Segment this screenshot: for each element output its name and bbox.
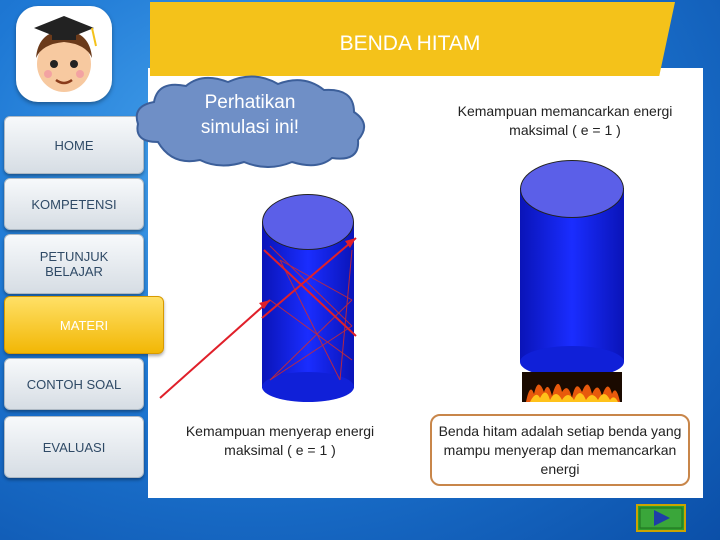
nav-home-label: HOME [54,137,94,153]
emitting-cylinder-top [520,160,624,218]
next-button[interactable] [636,504,686,532]
nav-petunjuk-label: PETUNJUK BELAJAR [39,249,109,279]
nav-evaluasi-label: EVALUASI [42,439,106,455]
absorb-caption: Kemampuan menyerap energi maksimal ( e = 1 ) [185,423,375,458]
nav-kompetensi-label: KOMPETENSI [31,196,117,212]
nav-contoh-soal-label: CONTOH SOAL [26,376,122,392]
page-title: BENDA HITAM [339,32,481,55]
emit-caption: Kemampuan memancarkan energi maksimal ( e = 1 ) [457,103,673,138]
internal-ray [264,250,356,336]
nav-materi-label: MATERI [59,317,109,333]
flame-icon [522,372,622,402]
definition-box [430,414,690,486]
incoming-ray [160,300,270,398]
reflected-ray [262,238,356,318]
play-triangle-icon [638,506,684,530]
callout-text: Perhatikan simulasi ini! [200,92,300,138]
definition-text: Benda hitam adalah setiap benda yang mampu menyerap dan memancarkan energi [438,422,682,477]
